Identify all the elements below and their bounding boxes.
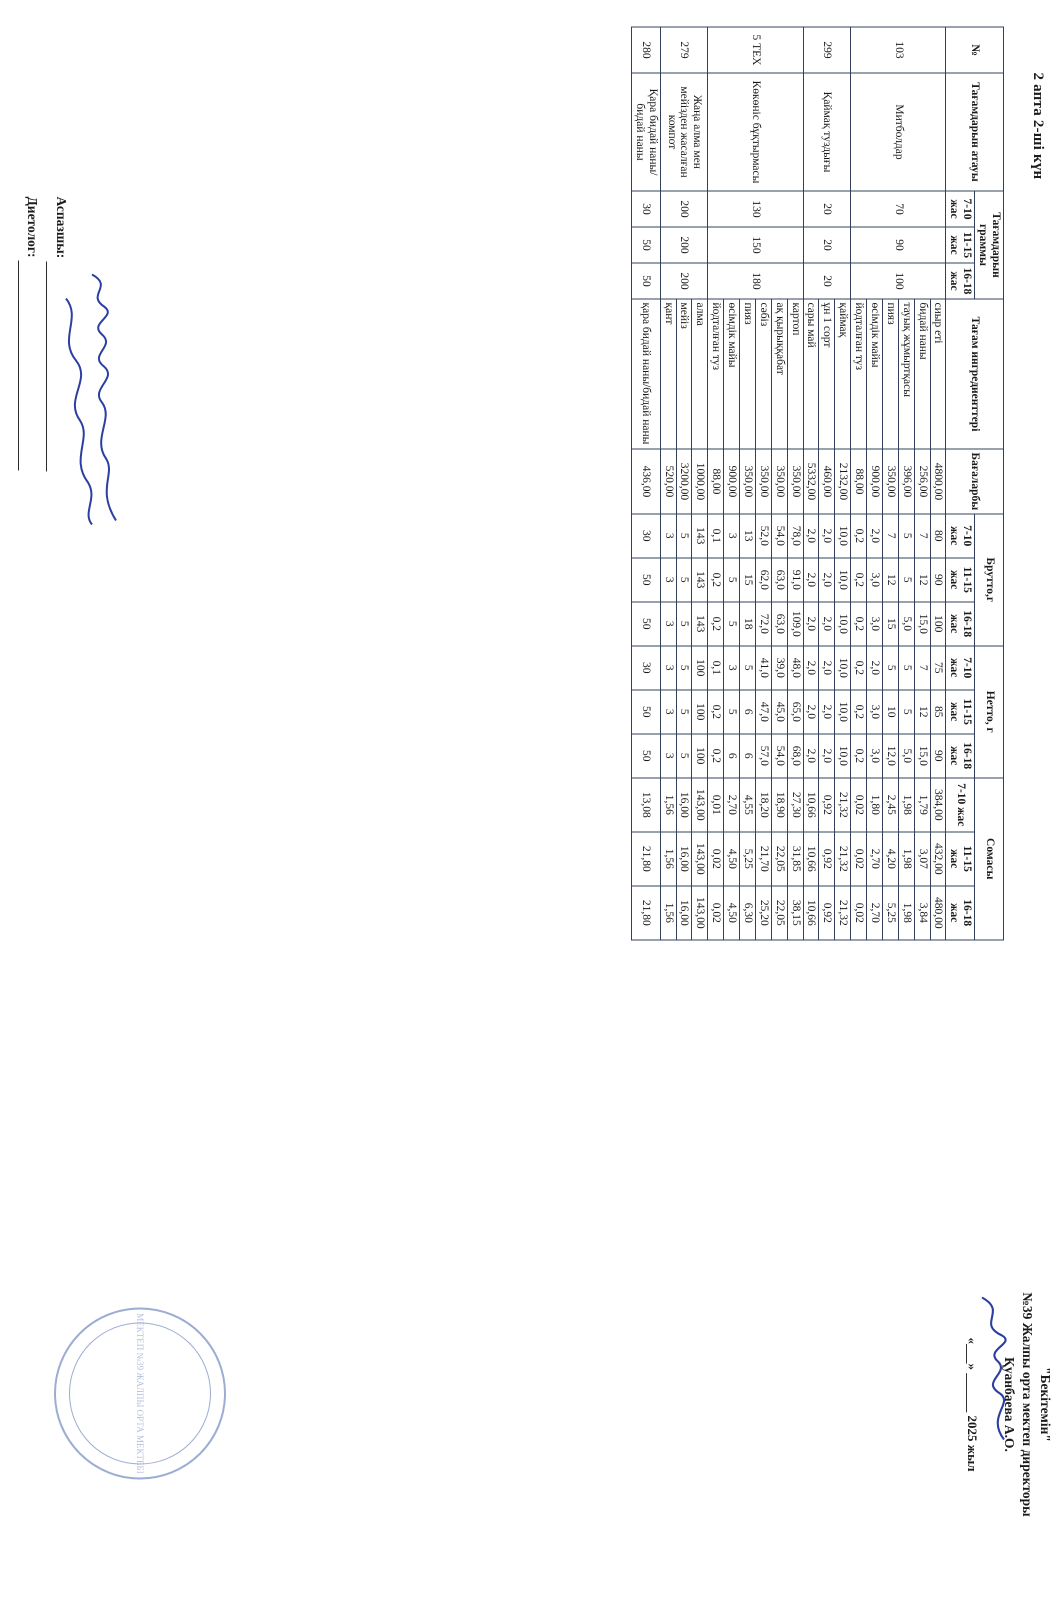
cell-ingredient: бидай наны	[914, 299, 930, 449]
cell-netto-1: 65,0	[787, 689, 803, 733]
approval-date: «___» ______ 2025 жыл	[965, 1336, 981, 1472]
cell-netto-0: 41,0	[756, 645, 772, 689]
cell-netto-2: 3,0	[867, 733, 883, 777]
cell-summa-2: 21,32	[835, 885, 851, 939]
cell-grams-2: 200	[660, 263, 708, 299]
cell-summa-2: 6,30	[740, 885, 756, 939]
cell-summa-0: 1,56	[660, 777, 676, 831]
cell-summa-0: 18,20	[756, 777, 772, 831]
cell-brutto-0: 2,0	[819, 513, 835, 557]
cell-grams-0: 200	[660, 191, 708, 227]
cell-summa-0: 0,02	[851, 777, 867, 831]
cell-ingredient: картоп	[787, 299, 803, 449]
cell-netto-2: 68,0	[787, 733, 803, 777]
table-row	[692, 27, 708, 940]
cell-summa-2: 1,98	[898, 885, 914, 939]
cell-netto-0: 10,0	[835, 645, 851, 689]
header-summa: Сомасы	[975, 777, 1004, 939]
dietolog-signature-line	[18, 260, 34, 470]
cell-brutto-0: 7	[914, 513, 930, 557]
cell-netto-2: 12,0	[883, 733, 899, 777]
cell-summa-1: 432,00	[930, 831, 946, 885]
cell-summa-2: 4,50	[724, 885, 740, 939]
cell-netto-2: 90	[930, 733, 946, 777]
table-row	[930, 27, 946, 940]
cell-netto-1: 2,0	[803, 689, 819, 733]
header-no: №	[946, 27, 1004, 73]
cell-summa-2: 38,15	[787, 885, 803, 939]
cell-netto-1: 3,0	[867, 689, 883, 733]
cell-summa-1: 1,98	[898, 831, 914, 885]
cell-summa-1: 3,07	[914, 831, 930, 885]
cell-netto-0: 75	[930, 645, 946, 689]
header-grams-7-10: 7-10 жас	[946, 191, 975, 227]
cell-ingredient: мейіз	[676, 299, 692, 449]
cell-summa-1: 16,00	[676, 831, 692, 885]
cell-netto-2: 5,0	[898, 733, 914, 777]
cell-netto-2: 50	[632, 733, 661, 777]
cell-summa-2: 21,80	[632, 885, 661, 939]
cell-brutto-0: 78,0	[787, 513, 803, 557]
cell-brutto-1: 143	[692, 557, 708, 601]
header-grams-16-18: 16-18 жас	[946, 263, 975, 299]
cell-brutto-0: 10,0	[835, 513, 851, 557]
cell-summa-1: 2,70	[867, 831, 883, 885]
cell-ingredient: қант	[660, 299, 676, 449]
cell-netto-1: 6	[740, 689, 756, 733]
cook-signature-row	[46, 196, 74, 471]
cell-ingredient: пияз	[740, 299, 756, 449]
header-brutto-7-10: 7-10 жас	[946, 513, 975, 557]
cell-netto-1: 3	[660, 689, 676, 733]
cell-dish-name: Жаңа алма мен мейізден жасалған компот	[660, 73, 708, 191]
header-netto-16-18: 16-18 жас	[946, 733, 975, 777]
cell-netto-2: 6	[740, 733, 756, 777]
cell-brutto-0: 0,2	[851, 513, 867, 557]
approval-line-3: Қуанбаева А.О.	[1001, 1356, 1017, 1452]
cell-netto-1: 100	[692, 689, 708, 733]
cell-price: 900,00	[867, 449, 883, 514]
cell-netto-2: 10,0	[835, 733, 851, 777]
cell-netto-1: 47,0	[756, 689, 772, 733]
cell-grams-2: 100	[851, 263, 946, 299]
cell-brutto-2: 5,0	[898, 601, 914, 645]
approval-line-2: №39 Жалпы орта мектеп директоры	[1019, 1291, 1035, 1517]
cell-brutto-1: 91,0	[787, 557, 803, 601]
cell-ingredient: өсімдік майы	[867, 299, 883, 449]
cell-brutto-2: 109,0	[787, 601, 803, 645]
cell-no: 5 ТЕХ	[708, 27, 803, 73]
cell-netto-0: 48,0	[787, 645, 803, 689]
cell-brutto-0: 80	[930, 513, 946, 557]
cell-brutto-1: 3,0	[867, 557, 883, 601]
cell-grams-2: 20	[803, 263, 851, 299]
cell-netto-0: 0,1	[708, 645, 724, 689]
cell-summa-0: 21,32	[835, 777, 851, 831]
cell-price: 520,00	[660, 449, 676, 514]
cell-summa-0: 0,92	[819, 777, 835, 831]
cell-price: 350,00	[883, 449, 899, 514]
cell-brutto-0: 2,0	[867, 513, 883, 557]
cell-brutto-2: 63,0	[771, 601, 787, 645]
cell-brutto-1: 5	[676, 557, 692, 601]
cell-netto-1: 0,2	[708, 689, 724, 733]
cell-summa-2: 5,25	[883, 885, 899, 939]
cell-brutto-2: 10,0	[835, 601, 851, 645]
cell-brutto-0: 30	[632, 513, 661, 557]
cell-brutto-2: 15	[883, 601, 899, 645]
cell-brutto-1: 12	[883, 557, 899, 601]
cell-brutto-0: 5	[898, 513, 914, 557]
cell-grams-2: 180	[708, 263, 803, 299]
stamp-text: МЕКТЕП №39 ЖАЛПЫ ОРТА МЕКТЕБІ	[135, 1312, 145, 1474]
menu-table	[631, 26, 1004, 940]
cell-ingredient: қара бидай наны/бидай наны	[632, 299, 661, 449]
cell-no: 280	[632, 27, 661, 73]
cell-netto-2: 0,2	[851, 733, 867, 777]
cell-brutto-2: 5	[676, 601, 692, 645]
table-row	[632, 27, 661, 940]
cell-grams-1: 20	[803, 227, 851, 263]
cell-brutto-1: 90	[930, 557, 946, 601]
cell-summa-0: 1,79	[914, 777, 930, 831]
cell-netto-1: 5	[898, 689, 914, 733]
cell-price: 88,00	[708, 449, 724, 514]
cell-ingredient: сиыр еті	[930, 299, 946, 449]
cell-netto-1: 5	[676, 689, 692, 733]
cell-no: 299	[803, 27, 851, 73]
cell-dish-name: Қаймақ туздығы	[803, 73, 851, 191]
cell-price: 396,00	[898, 449, 914, 514]
cell-brutto-1: 5	[898, 557, 914, 601]
cell-price: 460,00	[819, 449, 835, 514]
cell-ingredient: сары май	[803, 299, 819, 449]
cell-dish-name: Қара бидай наны/бидай наны	[632, 73, 661, 191]
cell-netto-1: 45,0	[771, 689, 787, 733]
table-header-row-1	[975, 27, 1004, 940]
cell-netto-0: 100	[692, 645, 708, 689]
header-brutto: Брутто,г	[975, 513, 1004, 645]
cell-ingredient: пияз	[883, 299, 899, 449]
header-prices: Бағаларбы	[946, 449, 1004, 514]
cell-netto-2: 0,2	[708, 733, 724, 777]
cell-netto-0: 30	[632, 645, 661, 689]
cell-ingredient: сәбіз	[756, 299, 772, 449]
cell-price: 900,00	[724, 449, 740, 514]
header-netto-7-10: 7-10 жас	[946, 645, 975, 689]
cell-summa-2: 25,20	[756, 885, 772, 939]
cell-summa-2: 3,84	[914, 885, 930, 939]
cell-netto-0: 5	[676, 645, 692, 689]
header-summa-7-10: 7-10 жас	[946, 777, 975, 831]
cell-brutto-1: 0,2	[851, 557, 867, 601]
header-grams: Тағамдарын граммы	[975, 191, 1004, 299]
cell-netto-2: 6	[724, 733, 740, 777]
cell-netto-1: 0,2	[851, 689, 867, 733]
cell-summa-0: 13,08	[632, 777, 661, 831]
cell-brutto-0: 5	[676, 513, 692, 557]
cell-summa-1: 4,20	[883, 831, 899, 885]
cell-brutto-2: 0,2	[851, 601, 867, 645]
table-row	[787, 27, 803, 940]
cell-summa-2: 1,56	[660, 885, 676, 939]
cell-summa-0: 4,55	[740, 777, 756, 831]
cell-price: 256,00	[914, 449, 930, 514]
cell-netto-2: 15,0	[914, 733, 930, 777]
cell-summa-1: 0,02	[851, 831, 867, 885]
cell-brutto-1: 15	[740, 557, 756, 601]
cell-summa-1: 5,25	[740, 831, 756, 885]
cell-summa-2: 22,05	[771, 885, 787, 939]
cell-summa-1: 31,85	[787, 831, 803, 885]
cell-brutto-2: 100	[930, 601, 946, 645]
cell-brutto-1: 2,0	[803, 557, 819, 601]
cell-brutto-2: 0,2	[708, 601, 724, 645]
page-title: 2 апта 2-ші күн	[1030, 72, 1046, 179]
cell-brutto-2: 72,0	[756, 601, 772, 645]
cell-brutto-0: 13	[740, 513, 756, 557]
cell-netto-0: 2,0	[867, 645, 883, 689]
cell-brutto-1: 0,2	[708, 557, 724, 601]
cell-brutto-0: 2,0	[803, 513, 819, 557]
cell-brutto-1: 5	[724, 557, 740, 601]
cell-brutto-1: 50	[632, 557, 661, 601]
cell-netto-2: 5	[676, 733, 692, 777]
cell-netto-0: 2,0	[819, 645, 835, 689]
table-body	[632, 27, 947, 940]
cell-summa-1: 22,05	[771, 831, 787, 885]
header-netto-11-15: 11-15 жас	[946, 689, 975, 733]
cell-netto-1: 2,0	[819, 689, 835, 733]
cell-summa-2: 0,02	[708, 885, 724, 939]
cell-summa-2: 2,70	[867, 885, 883, 939]
cell-summa-2: 16,00	[676, 885, 692, 939]
cell-summa-2: 143,00	[692, 885, 708, 939]
cell-netto-0: 3	[724, 645, 740, 689]
cell-brutto-1: 3	[660, 557, 676, 601]
cell-netto-2: 54,0	[771, 733, 787, 777]
cell-brutto-1: 10,0	[835, 557, 851, 601]
cell-netto-1: 10	[883, 689, 899, 733]
cell-netto-0: 5	[883, 645, 899, 689]
cell-brutto-2: 18	[740, 601, 756, 645]
cell-summa-0: 1,98	[898, 777, 914, 831]
cell-netto-2: 2,0	[819, 733, 835, 777]
cell-netto-2: 100	[692, 733, 708, 777]
cell-netto-1: 10,0	[835, 689, 851, 733]
cell-brutto-0: 52,0	[756, 513, 772, 557]
cell-ingredient: өсімдік майы	[724, 299, 740, 449]
cell-grams-0: 130	[708, 191, 803, 227]
cell-grams-2: 50	[632, 263, 661, 299]
cell-summa-2: 480,00	[930, 885, 946, 939]
cell-netto-0: 5	[740, 645, 756, 689]
cell-price: 4800,00	[930, 449, 946, 514]
cell-brutto-2: 3,0	[867, 601, 883, 645]
cell-brutto-0: 3	[660, 513, 676, 557]
cell-price: 350,00	[740, 449, 756, 514]
cell-netto-0: 39,0	[771, 645, 787, 689]
cell-brutto-2: 2,0	[803, 601, 819, 645]
cell-brutto-2: 15,0	[914, 601, 930, 645]
cell-grams-1: 200	[660, 227, 708, 263]
cell-summa-0: 2,70	[724, 777, 740, 831]
cell-ingredient: тауық жұмыртқасы	[898, 299, 914, 449]
cell-brutto-0: 143	[692, 513, 708, 557]
cell-price: 3200,00	[676, 449, 692, 514]
cell-netto-2: 2,0	[803, 733, 819, 777]
cell-brutto-0: 54,0	[771, 513, 787, 557]
cell-ingredient: ұн 1 сорт	[819, 299, 835, 449]
cell-grams-1: 90	[851, 227, 946, 263]
approval-block	[964, 1239, 1054, 1569]
cell-brutto-1: 62,0	[756, 557, 772, 601]
cell-summa-0: 18,90	[771, 777, 787, 831]
cell-brutto-0: 0,1	[708, 513, 724, 557]
cell-ingredient: алма	[692, 299, 708, 449]
cell-netto-0: 5	[898, 645, 914, 689]
cell-summa-1: 0,92	[819, 831, 835, 885]
cell-netto-0: 2,0	[803, 645, 819, 689]
cell-netto-0: 7	[914, 645, 930, 689]
header-brutto-11-15: 11-15 жас	[946, 557, 975, 601]
cell-price: 5332,00	[803, 449, 819, 514]
header-summa-11-15: 11-15 жас	[946, 831, 975, 885]
cell-brutto-2: 50	[632, 601, 661, 645]
header-ingredients: Тағам ингредиенттері	[946, 299, 1004, 449]
cell-brutto-1: 63,0	[771, 557, 787, 601]
cell-summa-0: 27,30	[787, 777, 803, 831]
cell-brutto-2: 5	[724, 601, 740, 645]
cell-brutto-0: 3	[724, 513, 740, 557]
cell-ingredient: йодталған туз	[708, 299, 724, 449]
cell-brutto-1: 12	[914, 557, 930, 601]
official-stamp	[54, 1307, 226, 1479]
cell-netto-2: 3	[660, 733, 676, 777]
cell-price: 436,00	[632, 449, 661, 514]
cell-summa-1: 1,56	[660, 831, 676, 885]
dietolog-signature-row	[18, 196, 46, 471]
cell-netto-1: 12	[914, 689, 930, 733]
cell-grams-0: 20	[803, 191, 851, 227]
header-netto: Нетто, г	[975, 645, 1004, 777]
cell-price: 350,00	[787, 449, 803, 514]
cell-price: 1000,00	[692, 449, 708, 514]
cell-brutto-2: 2,0	[819, 601, 835, 645]
approval-line-1: "Бекітемін"	[1038, 1366, 1053, 1442]
cell-ingredient: ақ қырыққабат	[771, 299, 787, 449]
cell-summa-0: 1,80	[867, 777, 883, 831]
cell-summa-0: 2,45	[883, 777, 899, 831]
cell-netto-1: 85	[930, 689, 946, 733]
cell-summa-1: 0,02	[708, 831, 724, 885]
cell-brutto-0: 7	[883, 513, 899, 557]
cell-no: 103	[851, 27, 946, 73]
cell-dish-name: Митболдар	[851, 73, 946, 191]
table-row	[835, 27, 851, 940]
cell-summa-2: 0,02	[851, 885, 867, 939]
cell-dish-name: Көкөніс бұқтырмасы	[708, 73, 803, 191]
cook-label: Аспазшы:	[53, 196, 69, 258]
header-grams-11-15: 11-15 жас	[946, 227, 975, 263]
cell-ingredient: қаймақ	[835, 299, 851, 449]
cell-summa-2: 10,66	[803, 885, 819, 939]
cell-netto-0: 0,2	[851, 645, 867, 689]
cell-no: 279	[660, 27, 708, 73]
cell-summa-1: 21,80	[632, 831, 661, 885]
header-brutto-16-18: 16-18 жас	[946, 601, 975, 645]
cell-summa-0: 10,66	[803, 777, 819, 831]
cell-grams-1: 50	[632, 227, 661, 263]
cell-summa-2: 0,92	[819, 885, 835, 939]
cell-grams-1: 150	[708, 227, 803, 263]
header-summa-16-18: 16-18 жас	[946, 885, 975, 939]
cell-summa-0: 143,00	[692, 777, 708, 831]
cell-grams-0: 70	[851, 191, 946, 227]
cell-brutto-2: 143	[692, 601, 708, 645]
cell-summa-0: 384,00	[930, 777, 946, 831]
cell-summa-1: 143,00	[692, 831, 708, 885]
cell-brutto-2: 3	[660, 601, 676, 645]
cell-netto-0: 3	[660, 645, 676, 689]
cell-summa-0: 0,01	[708, 777, 724, 831]
dietolog-label: Диетолог:	[25, 196, 41, 258]
cell-summa-1: 21,70	[756, 831, 772, 885]
cell-brutto-1: 2,0	[819, 557, 835, 601]
cell-summa-1: 4,50	[724, 831, 740, 885]
cell-netto-1: 5	[724, 689, 740, 733]
cook-signature-line	[46, 261, 62, 471]
cell-grams-0: 30	[632, 191, 661, 227]
cell-price: 350,00	[771, 449, 787, 514]
cell-ingredient: йодталған туз	[851, 299, 867, 449]
cell-netto-2: 57,0	[756, 733, 772, 777]
cell-price: 88,00	[851, 449, 867, 514]
signature-block	[18, 196, 75, 471]
cell-summa-1: 10,66	[803, 831, 819, 885]
cell-netto-1: 50	[632, 689, 661, 733]
cell-price: 2132,00	[835, 449, 851, 514]
cell-price: 350,00	[756, 449, 772, 514]
header-dish: Тағамдарын атауы	[946, 73, 1004, 191]
cell-summa-1: 21,32	[835, 831, 851, 885]
cell-summa-0: 16,00	[676, 777, 692, 831]
